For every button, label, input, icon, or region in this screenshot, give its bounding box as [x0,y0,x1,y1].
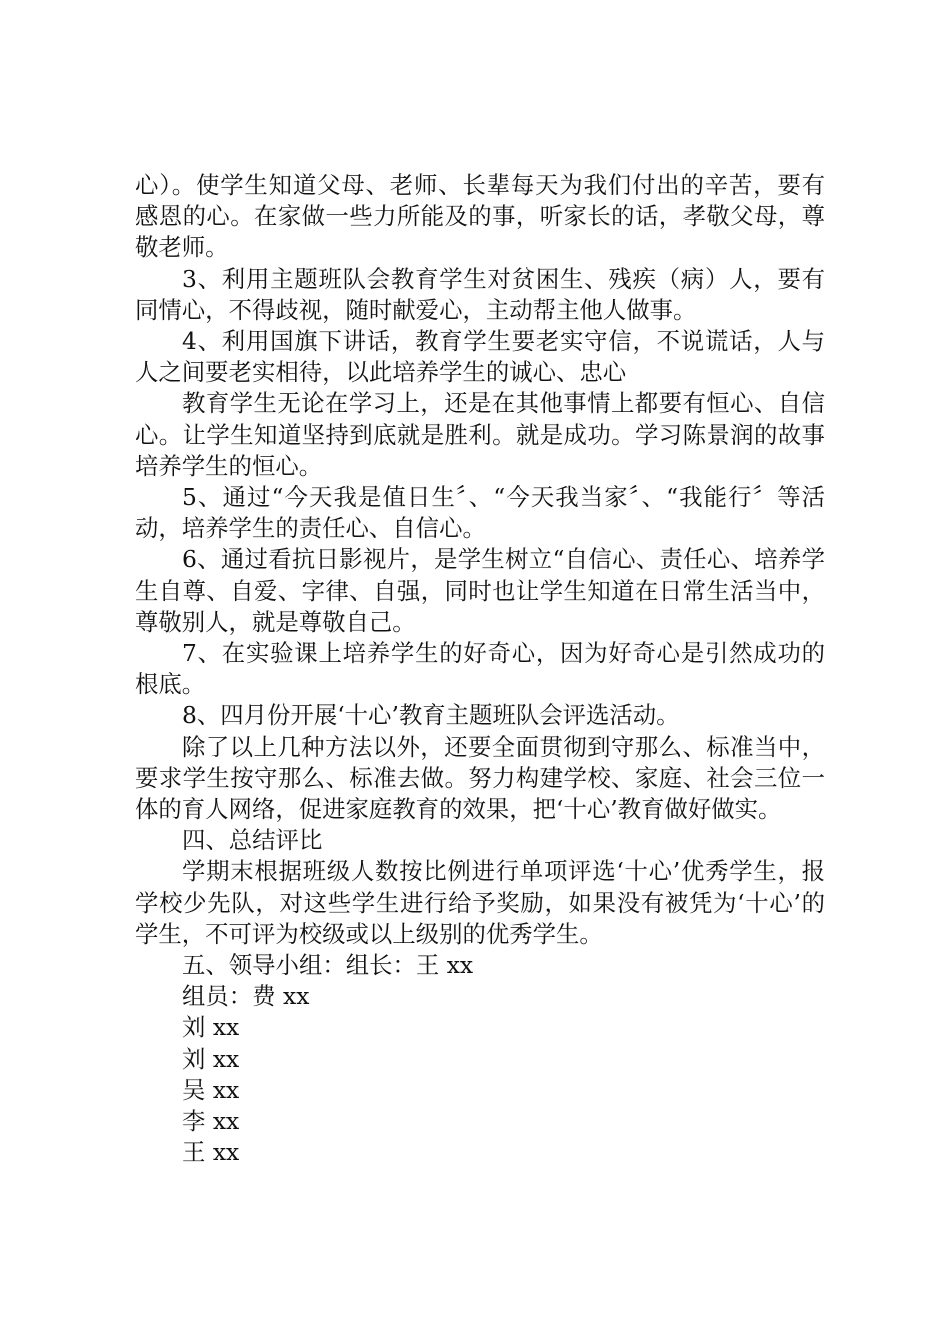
leadership-members-label: 组员：费 xx [182,982,310,1011]
paragraph-item-4: 4、利用国旗下讲话，教育学生要老实守信，不说谎话，人与人之间要老实相待，以此培养学生的诚心、忠心 [135,327,825,387]
paragraph-evaluation: 学期末根据班级人数按比例进行单项评选‘十心’优秀学生，报学校少先队，对这些学生进行给予奖励，如果没有被凭为‘十心’的学生，不可评为校级或以上级别的优秀学生。 [135,857,825,948]
member-name: 刘 xx [182,1013,240,1042]
paragraph-item-3: 3、利用主题班队会教育学生对贫困生、残疾（病）人，要有同情心，不得歧视，随时献爱心，主动帮主他人做事。 [135,264,825,324]
paragraph-item-6: 6、通过看抗日影视片，是学生树立“自信心、责任心、培养学生自尊、自爱、字律、自强，同时也让学生知道在日常生活当中，尊敬别人，就是尊敬自己。 [135,545,825,636]
paragraph-item-7: 7、在实验课上培养学生的好奇心，因为好奇心是引然成功的根底。 [135,639,825,699]
section-heading-leadership: 五、领导小组：组长：王 xx [182,951,474,980]
member-name: 吴 xx [182,1075,240,1104]
paragraph-item-5: 5、通过“今天我是值日生〞、“今天我当家〞、“我能行〞等活动，培养学生的责任心、自信心。 [135,483,825,543]
paragraph-other-methods: 除了以上几种方法以外，还要全面贯彻到守那么、标准当中，要求学生按守那么、标准去做。努力构建学校、家庭、社会三位一体的育人网络，促进家庭教育的效果，把‘十心’教育做好做实。 [135,732,825,824]
member-name: 刘 xx [182,1044,240,1073]
paragraph-perseverance: 教育学生无论在学习上，还是在其他事情上都要有恒心、自信心。让学生知道坚持到底就是胜利。就是成功。学习陈景润的故事培养学生的恒心。 [135,389,825,480]
member-name: 李 xx [182,1107,240,1136]
document-body [135,170,825,1169]
paragraph-gratitude: 心）。使学生知道父母、老师、长辈每天为我们付出的辛苦，要有感恩的心。在家做一些力所能及的事，听家长的话，孝敬父母，尊敬老师。 [135,171,825,262]
section-heading-summary: 四、总结评比 [182,826,323,855]
member-name: 王 xx [182,1138,240,1167]
paragraph-item-8: 8、四月份开展‘十心’教育主题班队会评选活动。 [182,701,680,730]
